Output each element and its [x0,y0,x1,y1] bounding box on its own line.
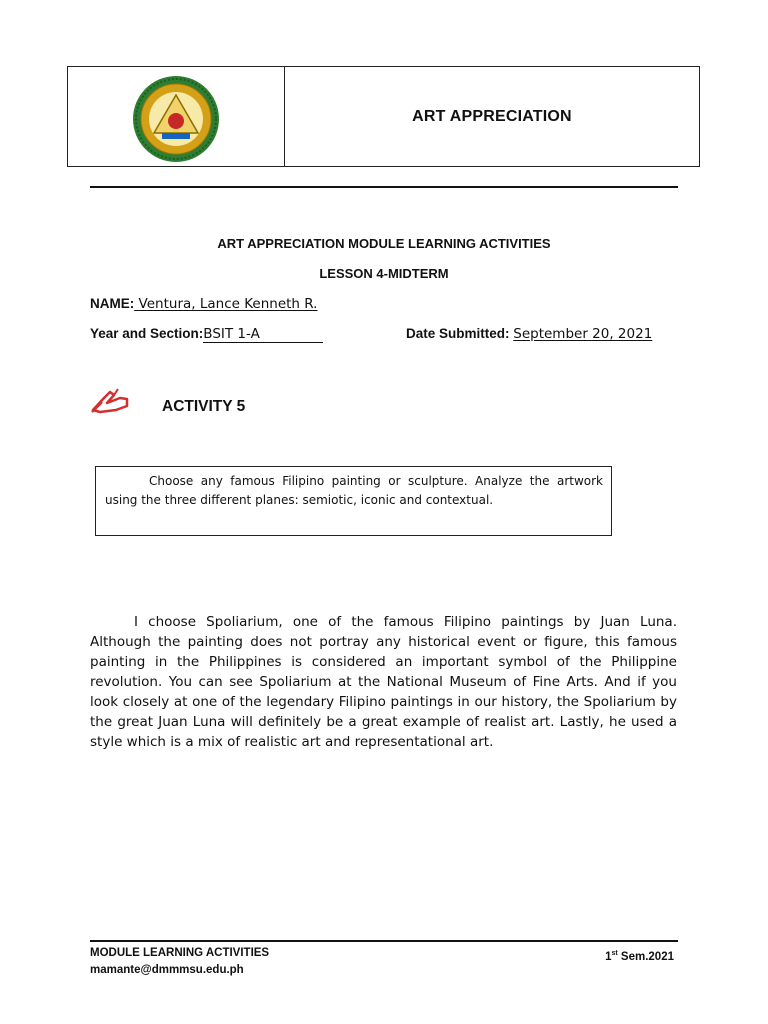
header-table [67,66,700,167]
header-rule [90,186,678,188]
year-section-field: Year and Section:BSIT 1-A [90,326,323,343]
name-label: NAME [90,296,130,311]
semester-suffix: st [611,950,618,957]
course-title: ART APPRECIATION [412,107,572,125]
semester-number: 1 [605,951,612,963]
footer-left [90,945,269,979]
footer-rule [90,940,678,942]
activity-title: ACTIVITY 5 [162,398,246,415]
instruction-text: Choose any famous Filipino painting or sculpture. Analyze the artwork using the three different planes: semiotic, iconic and contextual. [105,474,603,507]
year-section-value: BSIT 1-A [203,326,260,342]
instruction-box [95,466,612,536]
footer-email: mamante@dmmmsu.edu.ph [90,964,244,976]
date-submitted-value: September 20, 2021 [513,326,653,342]
date-submitted-field: Date Submitted: September 20, 2021 [406,326,653,342]
module-heading: ART APPRECIATION MODULE LEARNING ACTIVITIES [217,236,551,251]
name-value: Ventura, Lance Kenneth R. [134,296,318,312]
date-submitted-label: Date Submitted [406,326,506,341]
footer-semester [605,945,674,966]
footer-module-label: MODULE LEARNING ACTIVITIES [90,947,270,959]
year-section-value-line [203,326,323,343]
lesson-heading: LESSON 4-MIDTERM [319,266,449,281]
university-seal-logo [132,75,220,163]
writing-hand-icon [90,386,130,414]
answer-paragraph [90,612,677,752]
semester-year: Sem.2021 [617,951,674,963]
answer-text: I choose Spoliarium, one of the famous Filipino paintings by Juan Luna. Although the painting does not portray any historical event or figure, this famous painting in the Philippines is considered an important symbol of the Philippine revolution. You can see Spoliarium at the National Museum of Fine Arts. And if you look closely at one of the legendary Filipino paintings in our history, the Spoliarium by the great Juan Luna will definitely be a great example of realist art. Lastly, he used a style which is a mix of realistic art and representational art. [90,614,677,750]
name-field: NAME: Ventura, Lance Kenneth R. [90,296,318,312]
year-section-label: Year and Section [90,326,199,341]
